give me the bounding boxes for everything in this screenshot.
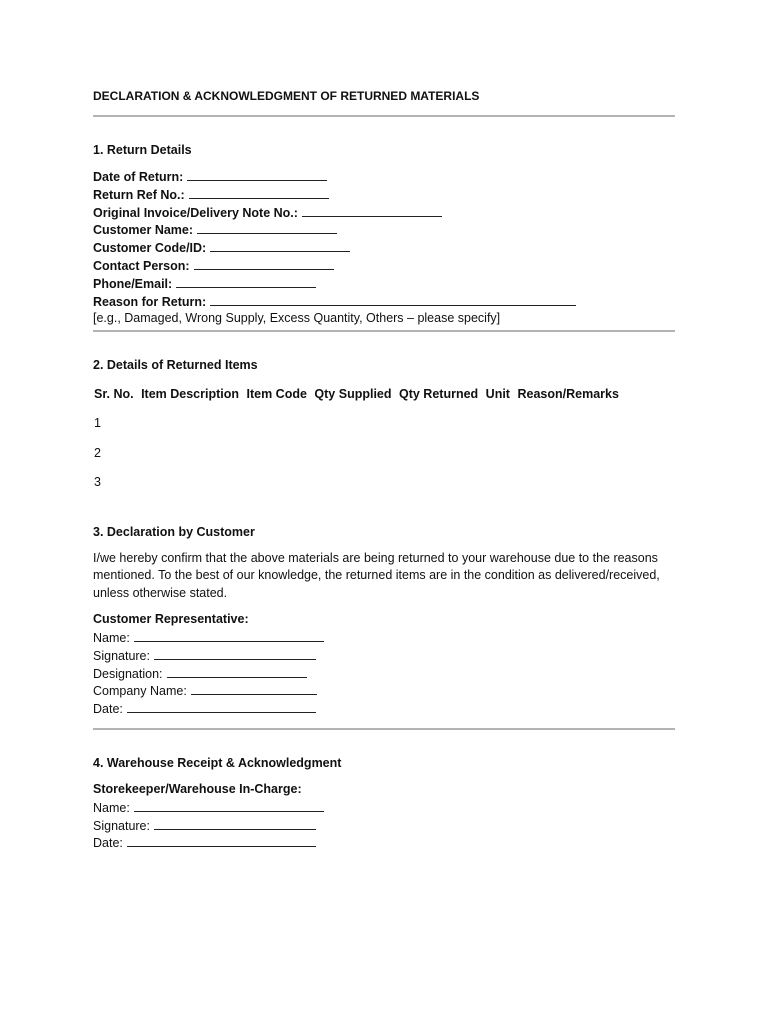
fill-blank (210, 239, 350, 252)
rep-signature-field[interactable] (93, 647, 675, 665)
items-table-body (93, 414, 675, 503)
return-ref-field[interactable] (93, 186, 675, 204)
return-details-fields (93, 168, 675, 328)
reason-hint: [e.g., Damaged, Wrong Supply, Excess Quantity, Others – please specify] (93, 311, 501, 326)
column-header: Qty Returned (399, 387, 479, 402)
fill-blank (154, 817, 316, 830)
field-label: Name: (93, 800, 130, 815)
field-label: Customer Code/ID: (93, 241, 207, 256)
fill-blank (127, 700, 316, 713)
divider (93, 330, 675, 332)
field-label: Signature: (93, 818, 150, 833)
rep-name-field[interactable] (93, 629, 675, 647)
customer-name-field[interactable] (93, 221, 675, 239)
field-label: Return Ref No.: (93, 187, 185, 202)
divider (93, 728, 675, 730)
warehouse-fields (93, 799, 675, 852)
field-label: Phone/Email: (93, 276, 173, 291)
fill-blank (134, 629, 324, 642)
items-table-header (93, 385, 675, 403)
fill-blank (187, 168, 327, 181)
reason-for-return-field[interactable] (93, 293, 675, 311)
table-row: 2 (94, 445, 101, 460)
date-of-return-field[interactable] (93, 168, 675, 186)
table-row: 3 (94, 475, 101, 490)
field-label: Name: (93, 630, 130, 645)
fill-blank (134, 799, 324, 812)
fill-blank (194, 257, 334, 270)
customer-rep-fields (93, 629, 675, 718)
column-header: Reason/Remarks (517, 387, 619, 402)
rep-date-field[interactable] (93, 700, 675, 718)
field-label: Date of Return: (93, 170, 184, 184)
phone-email-field[interactable] (93, 275, 675, 293)
field-label: Date: (93, 836, 123, 851)
column-header: Unit (485, 387, 510, 402)
field-label: Original Invoice/Delivery Note No.: (93, 205, 298, 220)
fill-blank (154, 647, 316, 660)
rep-company-field[interactable] (93, 682, 675, 700)
fill-blank (210, 293, 576, 306)
section-heading-returned-items: 2. Details of Returned Items (93, 358, 258, 373)
declaration-paragraph: I/we hereby confirm that the above materials are being returned to your warehouse due to the reasons mentioned. To the best of our knowledge, the returned items are in the condition as delivered/received, unless otherwise stated. (93, 550, 660, 600)
field-label: Signature: (93, 648, 150, 663)
fill-blank (197, 221, 337, 234)
storekeeper-signature-field[interactable] (93, 817, 675, 835)
field-label: Company Name: (93, 684, 187, 699)
storekeeper-date-field[interactable] (93, 834, 675, 852)
field-label: Contact Person: (93, 258, 190, 273)
column-header: Qty Supplied (314, 387, 392, 402)
storekeeper-heading: Storekeeper/Warehouse In-Charge: (93, 781, 302, 796)
table-row: 1 (94, 416, 101, 431)
field-label: Date: (93, 702, 123, 717)
document-body (93, 86, 675, 852)
column-header: Sr. No. (94, 387, 134, 402)
fill-blank (127, 834, 316, 847)
fill-blank (167, 665, 307, 678)
customer-representative-heading: Customer Representative: (93, 612, 249, 627)
customer-code-field[interactable] (93, 239, 675, 257)
field-label: Customer Name: (93, 223, 194, 238)
column-header: Item Description (141, 387, 240, 402)
document-title: DECLARATION & ACKNOWLEDGMENT OF RETURNED MATERIALS (93, 89, 480, 103)
field-label: Reason for Return: (93, 294, 207, 309)
section-heading-return-details: 1. Return Details (93, 143, 192, 157)
field-label: Designation: (93, 666, 163, 681)
fill-blank (191, 682, 317, 695)
fill-blank (189, 186, 329, 199)
fill-blank (176, 275, 316, 288)
original-invoice-field[interactable] (93, 204, 675, 222)
section-heading-declaration: 3. Declaration by Customer (93, 524, 255, 539)
contact-person-field[interactable] (93, 257, 675, 275)
column-header: Item Code (246, 387, 307, 402)
divider (93, 115, 675, 117)
storekeeper-name-field[interactable] (93, 799, 675, 817)
fill-blank (302, 204, 442, 217)
section-heading-warehouse-receipt: 4. Warehouse Receipt & Acknowledgment (93, 755, 342, 770)
rep-designation-field[interactable] (93, 665, 675, 683)
